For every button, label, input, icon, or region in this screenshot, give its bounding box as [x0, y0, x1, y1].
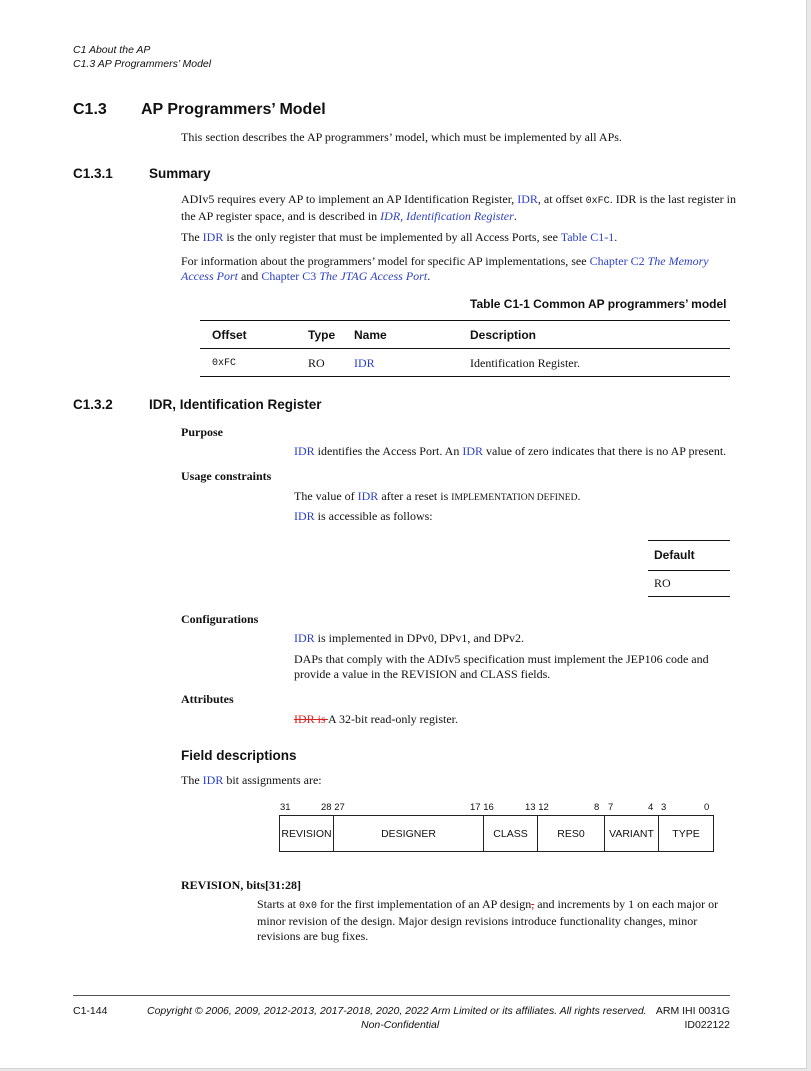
- idr-link[interactable]: IDR: [294, 631, 315, 645]
- purpose-label: Purpose: [181, 425, 223, 439]
- purpose-text: IDR identifies the Access Port. An IDR value of zero indicates that there is no AP present.: [294, 444, 727, 458]
- chapter-c3-link[interactable]: Chapter C3 The JTAG Access Port: [261, 269, 428, 283]
- field-variant: VARIANT: [604, 815, 659, 852]
- idr-link[interactable]: IDR: [202, 230, 224, 244]
- idr-title: IDR, Identification Register: [149, 397, 322, 412]
- attributes-label: Attributes: [181, 692, 234, 706]
- summary-paragraph-3: For information about the programmers’ model for specific AP implementations, see Chapter C2 The Memory Access Port and Chapter C3 The JTAG Access Port.: [181, 254, 709, 283]
- idr-link[interactable]: IDR: [357, 489, 379, 503]
- field-revision: REVISION: [279, 815, 334, 852]
- revision-label: REVISION, bits[31:28]: [181, 878, 302, 892]
- bit-label-3: 3: [661, 802, 667, 813]
- configurations-text-1: IDR is implemented in DPv0, DPv1, and DPv2.: [294, 631, 525, 645]
- section-intro: This section describes the AP programmers’ model, which must be implemented by all APs.: [181, 130, 622, 144]
- deleted-text: IDR is: [294, 712, 329, 726]
- table-header-rule: [200, 348, 730, 349]
- bit-label-7: 7: [608, 802, 614, 813]
- field-res0: RES0: [537, 815, 605, 852]
- field-descriptions-title: Field descriptions: [181, 748, 297, 763]
- footer-confidentiality: Non-Confidential: [361, 1019, 440, 1031]
- bit-label-17-16: 17 16: [470, 802, 494, 813]
- table-bottom-rule: [200, 376, 730, 377]
- footer-rule: [73, 995, 730, 996]
- attributes-text: IDR is A 32-bit read-only register.: [294, 712, 458, 726]
- bit-label-28-27: 28 27: [321, 802, 345, 813]
- running-header: [73, 43, 211, 71]
- table-header-description: Description: [470, 328, 537, 342]
- field-designer: DESIGNER: [333, 815, 484, 852]
- idr-register-link[interactable]: IDR, Identification Register: [380, 209, 514, 223]
- bit-label-8: 8: [594, 802, 600, 813]
- usage-label: Usage constraints: [181, 469, 272, 483]
- access-table-header-rule: [648, 570, 730, 571]
- usage-text-2: IDR is accessible as follows:: [294, 509, 433, 523]
- table-row-name-link[interactable]: IDR: [354, 356, 375, 370]
- table-header-offset: Offset: [212, 328, 247, 342]
- access-value: RO: [654, 576, 671, 590]
- footer-issue: ID022122: [684, 1019, 730, 1031]
- idr-link[interactable]: IDR: [202, 773, 224, 787]
- access-table-top-rule: [648, 540, 730, 541]
- revision-description: Starts at 0x0 for the first implementation of an AP design, and increments by 1 on each major or minor revision of the design. Major design revisions introduce functionality changes, minor revisions are bug fixes.: [257, 897, 719, 943]
- table-top-rule: [200, 320, 730, 321]
- summary-title: Summary: [149, 166, 211, 181]
- footer-copyright: Copyright © 2006, 2009, 2012-2013, 2017-2018, 2020, 2022 Arm Limited or its affiliates. All rights reserved.: [147, 1005, 647, 1017]
- bit-label-31: 31: [280, 802, 291, 813]
- idr-number: C1.3.2: [73, 397, 113, 412]
- footer-doc-id: ARM IHI 0031G: [655, 1005, 730, 1017]
- table-row-type: RO: [308, 356, 325, 370]
- bit-label-13-12: 13 12: [525, 802, 549, 813]
- section-title: AP Programmers’ Model: [141, 101, 326, 118]
- header-chapter: C1 About the AP: [73, 44, 151, 56]
- bit-label-0: 0: [704, 802, 710, 813]
- table-header-name: Name: [354, 328, 387, 342]
- field-descriptions-intro: The IDR bit assignments are:: [181, 773, 322, 787]
- table-c1-1-link[interactable]: Table C1-1: [560, 230, 615, 244]
- section-number: C1.3: [73, 101, 107, 118]
- header-section: C1.3 AP Programmers’ Model: [73, 58, 212, 70]
- idr-link[interactable]: IDR: [294, 509, 315, 523]
- idr-link[interactable]: IDR: [517, 192, 538, 206]
- idr-link[interactable]: IDR: [462, 444, 483, 458]
- configurations-text-2: DAPs that comply with the ADIv5 specification must implement the JEP106 code and provide a value in the REVISION and CLASS fields.: [294, 652, 709, 681]
- summary-paragraph-1: ADIv5 requires every AP to implement an AP Identification Register, IDR, at offset 0xFC. IDR is the last register in the AP register space, and is described in IDR, Identification Register.: [181, 192, 736, 223]
- summary-paragraph-2: The IDR is the only register that must be implemented by all Access Ports, see Table C1-1.: [181, 230, 618, 244]
- chapter-c2-link-continued[interactable]: Access Port: [181, 269, 238, 283]
- table-row-offset: 0xFC: [212, 358, 237, 369]
- configurations-label: Configurations: [181, 612, 259, 626]
- usage-text-1: The value of IDR after a reset is IMPLEMENTATION DEFINED.: [294, 489, 581, 503]
- idr-link[interactable]: IDR: [294, 444, 315, 458]
- field-type: TYPE: [658, 815, 714, 852]
- access-table-bottom-rule: [648, 596, 730, 597]
- chapter-c2-link[interactable]: Chapter C2 The Memory: [589, 254, 709, 268]
- access-header-default: Default: [654, 548, 695, 562]
- table-caption: Table C1-1 Common AP programmers’ model: [470, 297, 727, 311]
- table-row-description: Identification Register.: [470, 356, 580, 370]
- summary-number: C1.3.1: [73, 166, 113, 181]
- deleted-text: ,: [531, 897, 535, 911]
- bit-label-4: 4: [648, 802, 654, 813]
- table-header-type: Type: [308, 328, 336, 342]
- field-class: CLASS: [483, 815, 538, 852]
- footer-page-number: C1-144: [73, 1005, 108, 1017]
